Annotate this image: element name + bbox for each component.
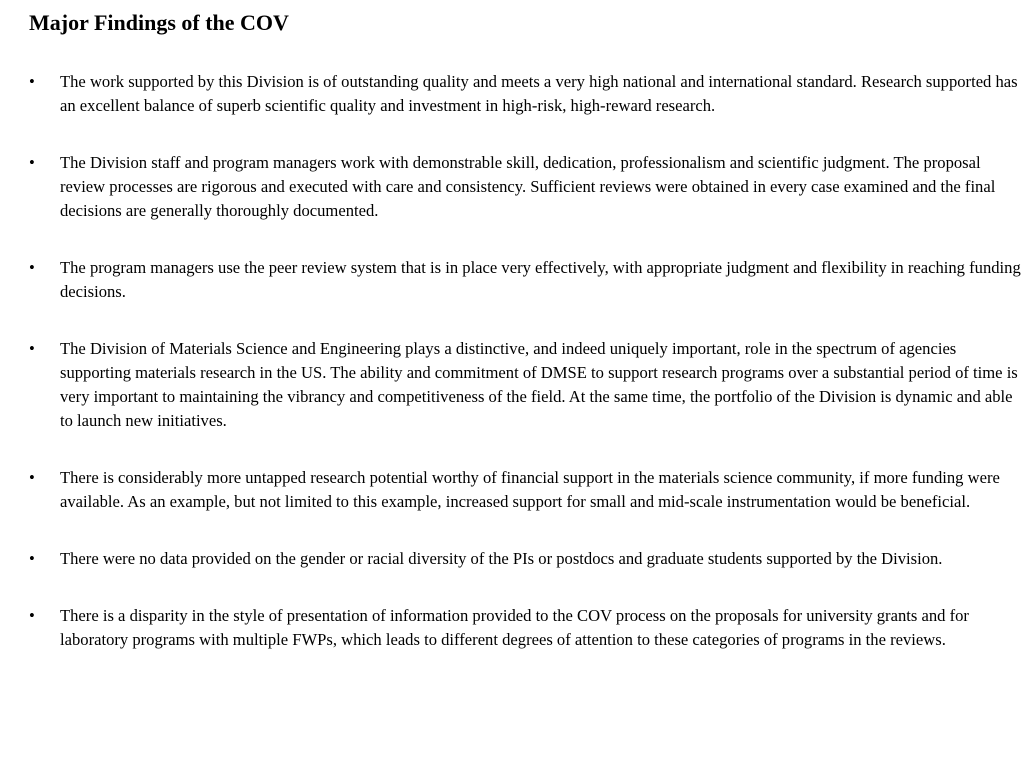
bullet-icon: •: [29, 72, 35, 91]
finding-text: The program managers use the peer review system that is in place very effectively, with appropriate judgment and flexibility in reaching funding decisions.: [60, 258, 1021, 301]
finding-text: The Division of Materials Science and Engineering plays a distinctive, and indeed uniquely important, role in the spectrum of agencies supporting materials research in the US. The ability and commitment of DMSE to support research programs over a substantial period of time is very important to maintaining the vibrancy and competitiveness of the field. At the same time, the portfolio of the Division is dynamic and able to launch new initiatives.: [60, 339, 1018, 430]
finding-item-5: [0, 466, 1024, 514]
finding-text: The work supported by this Division is of outstanding quality and meets a very high national and international standard. Research supported has an excellent balance of superb scientific quality and investment in high-risk, high-reward research.: [60, 72, 1018, 115]
bullet-icon: •: [29, 549, 35, 568]
finding-text: There were no data provided on the gender or racial diversity of the PIs or postdocs and graduate students supported by the Division.: [60, 549, 943, 568]
bullet-icon: •: [29, 606, 35, 625]
finding-text: There is considerably more untapped research potential worthy of financial support in the materials science community, if more funding were available. As an example, but not limited to this example, increased support for small and mid-scale instrumentation would be beneficial.: [60, 468, 1000, 511]
finding-item-6: [0, 547, 1024, 571]
bullet-icon: •: [29, 339, 35, 358]
finding-item-1: [0, 70, 1024, 118]
finding-item-3: [0, 256, 1024, 304]
findings-list: [0, 70, 1024, 685]
bullet-icon: •: [29, 153, 35, 172]
bullet-icon: •: [29, 468, 35, 487]
finding-item-2: [0, 151, 1024, 223]
finding-item-7: [0, 604, 1024, 652]
page-title: Major Findings of the COV: [29, 10, 289, 35]
finding-text: There is a disparity in the style of presentation of information provided to the COV process on the proposals for university grants and for laboratory programs with multiple FWPs, which leads to different degrees of attention to these categories of programs in the reviews.: [60, 606, 969, 649]
finding-text: The Division staff and program managers work with demonstrable skill, dedication, professionalism and scientific judgment. The proposal review processes are rigorous and executed with care and consistency. Sufficient reviews were obtained in every case examined and the final decisions are generally thoroughly documented.: [60, 153, 996, 220]
finding-item-4: [0, 337, 1024, 433]
bullet-icon: •: [29, 258, 35, 277]
